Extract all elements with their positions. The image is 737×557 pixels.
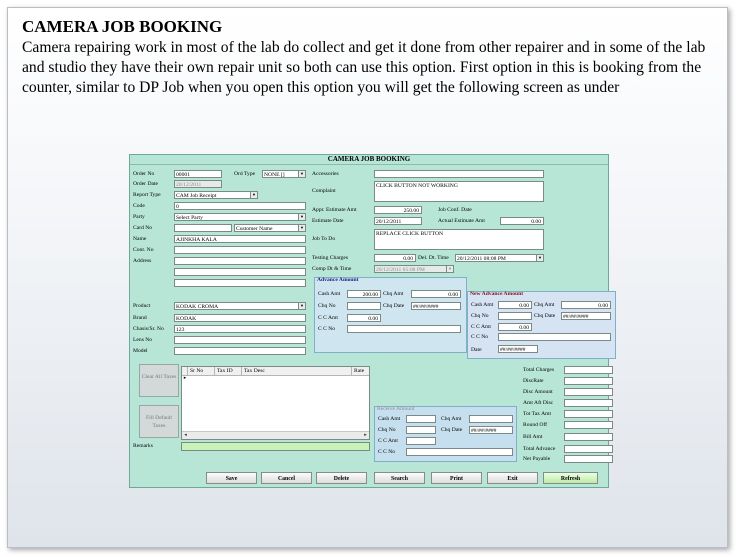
- new-advance-cc-no-label: C C No: [471, 334, 489, 340]
- receive-chq-date-field[interactable]: ##/##/####: [469, 426, 513, 434]
- receive-amount-title: Receive Amount: [377, 406, 415, 412]
- receive-chq-no-field[interactable]: [406, 426, 436, 434]
- card-no-label: Card No: [133, 225, 153, 231]
- new-advance-cash-field[interactable]: 0.00: [498, 301, 532, 309]
- estimate-date-label: Estimate Date: [312, 218, 344, 224]
- exit-button[interactable]: Exit: [487, 472, 538, 484]
- chassis-label: Chasis/Sr. No: [133, 326, 164, 332]
- testing-charges-field[interactable]: 0.00: [374, 254, 416, 262]
- delete-button[interactable]: Delete: [316, 472, 367, 484]
- scroll-left-icon[interactable]: ◂: [184, 433, 187, 438]
- chevron-down-icon: ▼: [536, 255, 543, 261]
- print-button[interactable]: Print: [431, 472, 482, 484]
- advance-chq-no-field[interactable]: [347, 302, 381, 310]
- new-advance-title: New Advance Amount: [470, 291, 524, 297]
- new-advance-chq-amt-label: Chq Amt: [534, 302, 555, 308]
- new-advance-date-field[interactable]: ##/##/####: [498, 345, 538, 353]
- chevron-down-icon: ▼: [298, 171, 305, 177]
- name-label: Name: [133, 236, 147, 242]
- new-advance-chq-no-field[interactable]: [498, 312, 532, 320]
- receive-cc-amt-field[interactable]: [406, 437, 436, 445]
- total-field[interactable]: [564, 445, 613, 453]
- total-label: Tot Tax Amt: [523, 411, 552, 417]
- testing-charges-label: Testing Charges: [312, 255, 349, 261]
- chevron-down-icon: ▼: [446, 266, 453, 272]
- chevron-down-icon: ▼: [298, 225, 305, 231]
- ord-type-select[interactable]: [262, 170, 306, 178]
- refresh-button[interactable]: Refresh: [543, 472, 598, 484]
- advance-chq-amt-label: Chq Amt: [383, 291, 404, 297]
- order-no-field[interactable]: 00001: [174, 170, 222, 178]
- total-field[interactable]: [564, 377, 613, 385]
- product-label: Product: [133, 303, 151, 309]
- appr-estimate-field[interactable]: 250.00: [374, 206, 422, 214]
- cont-no-label: Cont. No: [133, 247, 154, 253]
- advance-amount-box: [314, 277, 467, 353]
- grid-col-sr-no[interactable]: Sr No: [188, 367, 215, 376]
- grid-col-rate[interactable]: Rate: [352, 367, 369, 376]
- advance-chq-no-label: Chq No: [318, 303, 336, 309]
- total-field[interactable]: [564, 399, 613, 407]
- window-title: CAMERA JOB BOOKING: [130, 155, 608, 165]
- card-search-select[interactable]: [234, 224, 306, 232]
- chevron-down-icon: ▼: [250, 192, 257, 198]
- receive-chq-date-label: Chq Date: [441, 427, 463, 433]
- total-label: Total Charges: [523, 367, 555, 373]
- remarks-label: Remarks: [133, 443, 153, 449]
- ord-type-value: NONE []: [264, 172, 285, 178]
- brand-label: Brand: [133, 315, 147, 321]
- new-advance-chq-date-field[interactable]: ##/##/####: [561, 312, 611, 320]
- product-select[interactable]: [174, 302, 306, 310]
- slide-paragraph: Camera repairing work in most of the lab do collect and get it done from other repairer and in some of the lab and studio they have their own repair unit so both can use this option. First option in this is booking from the counter, similar to DP Job when you open this option you will get the following screen as under: [22, 39, 706, 96]
- product-value: KODAK CROMA: [176, 304, 219, 310]
- receive-chq-no-label: Chq No: [378, 427, 396, 433]
- tax-grid[interactable]: [181, 366, 370, 440]
- total-label: Round Off: [523, 422, 547, 428]
- receive-cc-no-label: C C No: [378, 449, 396, 455]
- advance-cash-field[interactable]: 200.00: [347, 290, 381, 298]
- remarks-field[interactable]: [181, 442, 370, 451]
- receive-chq-amt-label: Chq Amt: [441, 416, 462, 422]
- search-button[interactable]: Search: [374, 472, 425, 484]
- accessories-label: Accessories: [312, 171, 339, 177]
- advance-chq-amt-field[interactable]: 0.00: [411, 290, 461, 298]
- receive-cc-amt-label: C C Amt: [378, 438, 398, 444]
- advance-cc-amt-field[interactable]: 0.00: [347, 314, 381, 322]
- estimate-date-field[interactable]: 20/12/2011: [374, 217, 422, 225]
- job-todo-label: Job To Do: [312, 236, 336, 242]
- chevron-down-icon: ▼: [298, 214, 305, 220]
- new-advance-chq-amt-field[interactable]: 0.00: [561, 301, 611, 309]
- advance-cc-no-field[interactable]: [347, 325, 461, 333]
- new-advance-cash-label: Cash Amt: [471, 302, 494, 308]
- report-type-value: CAM Job Receipt: [176, 193, 217, 199]
- party-select[interactable]: [174, 213, 306, 221]
- receive-chq-amt-field[interactable]: [469, 415, 513, 423]
- new-advance-amount-box: [467, 291, 616, 359]
- receive-amount-box: [374, 406, 517, 462]
- complaint-field[interactable]: CLICK BUTTON NOT WORKING: [374, 181, 544, 202]
- new-advance-chq-no-label: Chq No: [471, 313, 489, 319]
- card-search-value: Customer Name: [236, 226, 273, 232]
- grid-col-tax-desc[interactable]: Tax Desc: [242, 367, 352, 376]
- new-advance-cc-no-field[interactable]: [498, 333, 611, 341]
- total-field[interactable]: [564, 388, 613, 396]
- scroll-right-icon[interactable]: ▸: [364, 433, 367, 438]
- ord-type-label: Ord Type: [234, 171, 256, 177]
- model-label: Model: [133, 348, 148, 354]
- fill-default-taxes-button[interactable]: Fill Default Taxes: [139, 405, 179, 438]
- address-label: Address: [133, 258, 152, 264]
- total-label: Amt Aft Disc: [523, 400, 554, 406]
- accessories-field[interactable]: [374, 170, 544, 178]
- clear-all-taxes-button[interactable]: Clear All Taxes: [139, 364, 179, 397]
- report-type-select[interactable]: [174, 191, 258, 199]
- comp-dt-select[interactable]: [374, 265, 454, 273]
- card-no-field[interactable]: [174, 224, 232, 232]
- total-field[interactable]: [564, 433, 613, 441]
- cancel-button[interactable]: Cancel: [261, 472, 312, 484]
- total-field[interactable]: [564, 421, 613, 429]
- total-label: Disc Amount: [523, 389, 553, 395]
- current-row-icon: ▸: [183, 376, 187, 381]
- address-line-2[interactable]: [174, 268, 306, 276]
- new-advance-cc-amt-field[interactable]: 0.00: [498, 323, 532, 331]
- receive-cash-field[interactable]: [406, 415, 436, 423]
- code-field[interactable]: 0: [174, 202, 306, 210]
- job-todo-field[interactable]: REPLACE CLICK BUTTON: [374, 229, 544, 250]
- lens-no-field[interactable]: [174, 336, 306, 344]
- party-value: Select Party: [176, 215, 203, 221]
- grid-horizontal-scrollbar[interactable]: [182, 431, 369, 439]
- job-conf-label: Job Conf. Date: [438, 207, 472, 213]
- chassis-field[interactable]: 123: [174, 325, 306, 333]
- del-dt-select[interactable]: [455, 254, 544, 262]
- total-field[interactable]: [564, 410, 613, 418]
- comp-dt-value: 20/12/2011 05:08 PM: [376, 267, 425, 273]
- advance-cc-amt-label: C C Amt: [318, 315, 338, 321]
- advance-chq-date-field[interactable]: ##/##/####: [411, 302, 461, 310]
- order-date-label: Order Date: [133, 181, 159, 187]
- advance-amount-title: Advance Amount: [317, 277, 359, 283]
- save-button[interactable]: Save: [206, 472, 257, 484]
- address-line-3[interactable]: [174, 279, 306, 287]
- actual-estimate-label: Actual Estimate Amt: [438, 218, 485, 224]
- lens-no-label: Lens No: [133, 337, 153, 343]
- camera-job-booking-window: [129, 154, 609, 488]
- cont-no-field[interactable]: [174, 246, 306, 254]
- slide: [7, 7, 728, 548]
- actual-estimate-field[interactable]: 0.00: [500, 217, 544, 225]
- advance-cash-label: Cash Amt: [318, 291, 341, 297]
- total-field[interactable]: [564, 455, 613, 463]
- advance-chq-date-label: Chq Date: [383, 303, 405, 309]
- name-field[interactable]: AJINKHA KALA: [174, 235, 306, 243]
- address-line-1[interactable]: [174, 257, 306, 265]
- order-date-field[interactable]: 20/12/2011: [174, 180, 222, 188]
- brand-field[interactable]: KODAK: [174, 314, 306, 322]
- total-label: DiscRate: [523, 378, 544, 384]
- appr-estimate-label: Appr. Estimate Amt: [312, 207, 357, 213]
- complaint-label: Complaint: [312, 188, 336, 194]
- comp-dt-label: Comp Dt & Time: [312, 266, 352, 272]
- model-field[interactable]: [174, 347, 306, 355]
- report-type-label: Report Type: [133, 192, 161, 198]
- slide-heading: CAMERA JOB BOOKING: [22, 17, 223, 36]
- total-label: Total Advance: [523, 446, 556, 452]
- del-dt-label: Del. Dt. Time: [418, 255, 449, 261]
- code-label: Code: [133, 203, 145, 209]
- new-advance-chq-date-label: Chq Date: [534, 313, 556, 319]
- receive-cc-no-field[interactable]: [406, 448, 513, 456]
- del-dt-value: 20/12/2011 08:08 PM: [457, 256, 506, 262]
- order-no-label: Order No: [133, 171, 155, 177]
- new-advance-cc-amt-label: C C Amt: [471, 324, 491, 330]
- chevron-down-icon: ▼: [298, 303, 305, 309]
- total-field[interactable]: [564, 366, 613, 374]
- receive-cash-label: Cash Amt: [378, 416, 401, 422]
- party-label: Party: [133, 214, 145, 220]
- total-label: Bill Amt: [523, 434, 543, 440]
- total-label: Net Payable: [523, 456, 551, 462]
- advance-cc-no-label: C C No: [318, 326, 336, 332]
- grid-col-tax-id[interactable]: Tax ID: [215, 367, 242, 376]
- new-advance-date-label: Date: [471, 347, 482, 353]
